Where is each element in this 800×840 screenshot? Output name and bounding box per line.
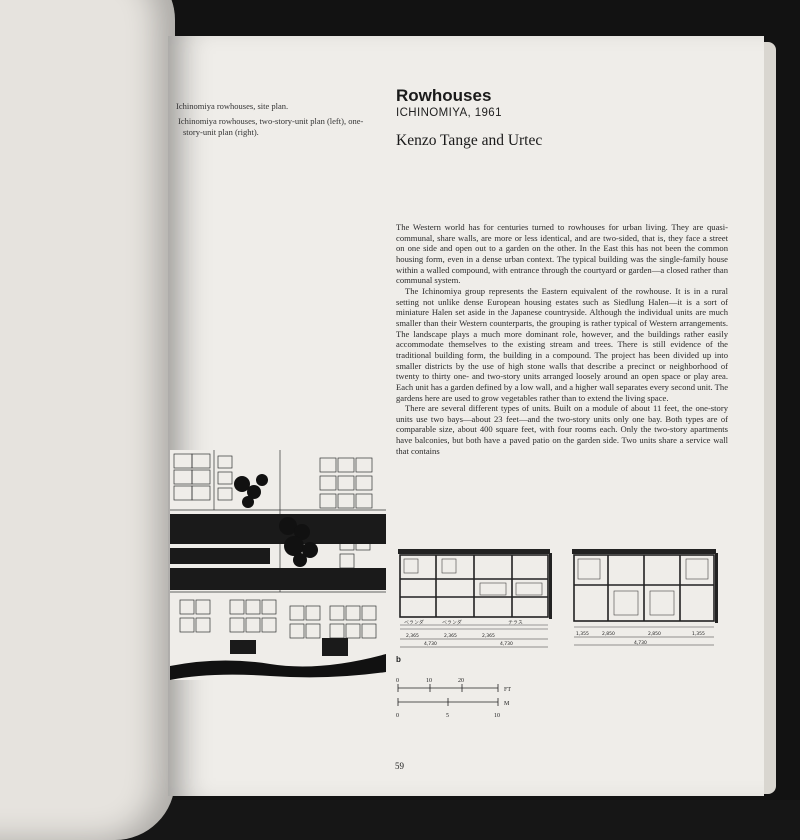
plan-b-dim-4: 1,355	[692, 632, 705, 637]
plan-a-dim-2: 2,365	[444, 634, 457, 639]
left-page	[0, 0, 175, 840]
plan-b-dim-1: 1,355	[576, 632, 589, 637]
paragraph-3: There are several different types of units. Built on a module of about 11 feet, the one-story units use two bays—about 23 feet—and the two-story units only one bay. Both types are of comparable size, about 400 square feet, with four rooms each. Only the two-story apartments have balconies, but both have a paved patio on the garden side. Two units share a service wall that contains	[396, 403, 728, 456]
caption-unit-plan-line2: story-unit plan (right).	[183, 127, 259, 137]
plan-a-dim-5: 4,730	[500, 642, 513, 647]
scale-m-5: 5	[446, 713, 449, 719]
plan-a-label-terrace: テラス	[508, 620, 523, 626]
plan-b-dim-3: 2,850	[648, 632, 661, 637]
plan-a-label-balcony-2: ベランダ	[442, 620, 462, 626]
one-story-unit-plan	[568, 545, 728, 651]
article-author: Kenzo Tange and Urtec	[396, 132, 543, 149]
caption-site-plan: Ichinomiya rowhouses, site plan.	[176, 101, 289, 111]
site-plan-drawing	[170, 450, 386, 680]
scale-m-0: 0	[396, 713, 399, 719]
paragraph-1: The Western world has for centuries turned to rowhouses for urban living. They are quasi-communal, share walls, are more or less identical, and are two-sided, that is, they face a street on one side and open out to a garden on the other. In the East this has not been the common housing form, even in a dense urban context. The typical building was the single-family house within a walled compound, with entrance through the courtyard or garden—a closed rather than communal system.	[396, 222, 728, 286]
figure-label-b: b	[396, 655, 401, 664]
plan-a-label-balcony-1: ベランダ	[404, 620, 424, 626]
article-body	[396, 222, 728, 456]
article-subtitle: ICHINOMIYA, 1961	[396, 107, 502, 119]
page-number: 59	[395, 761, 404, 771]
scale-ft-0: 0	[396, 678, 399, 684]
article-title: Rowhouses	[396, 86, 492, 105]
plan-a-dim-4: 4,730	[424, 642, 437, 647]
paragraph-2: The Ichinomiya group represents the Eastern equivalent of the rowhouse. It is in a rural setting not unlike dense European housing estates such as Siedlung Halen—it is a sort of miniature Halen set aside in the Japanese countryside. Although the individual units are much smaller than their Western counterparts, the grouping is rather typical of Western arrangements. The landscape plays a much more dominant role, however, and the buildings rather easily accommodate themselves to the existing stream and trees. There is still evidence of the traditional building form, the building in a compound. The project has been divided up into smaller districts by the use of high stone walls that describe a precinct or neighborhood of twenty to thirty one- and two-story units arranged loosely around an open space or play area. Each unit has a garden defined by a low wall, and a higher wall separates every second unit. The gardens here are used to grow vegetables rather than to extend the living space.	[396, 285, 729, 403]
plan-a-dim-3: 2,365	[482, 634, 495, 639]
scale-m-unit: M	[504, 701, 510, 707]
scale-ft-10: 10	[426, 678, 432, 684]
scale-bar	[392, 674, 532, 724]
plan-a-dim-1: 2,365	[406, 634, 419, 639]
scale-ft-unit: FT	[504, 687, 512, 693]
two-story-unit-plan	[396, 545, 554, 653]
caption-unit-plan-line1: Ichinomiya rowhouses, two-story-unit plan (left), one-	[178, 116, 364, 126]
plan-b-dim-2: 2,850	[602, 632, 615, 637]
plan-b-dim-5: 4,730	[634, 641, 647, 646]
scale-ft-20: 20	[458, 678, 464, 684]
scale-m-10: 10	[494, 713, 500, 719]
